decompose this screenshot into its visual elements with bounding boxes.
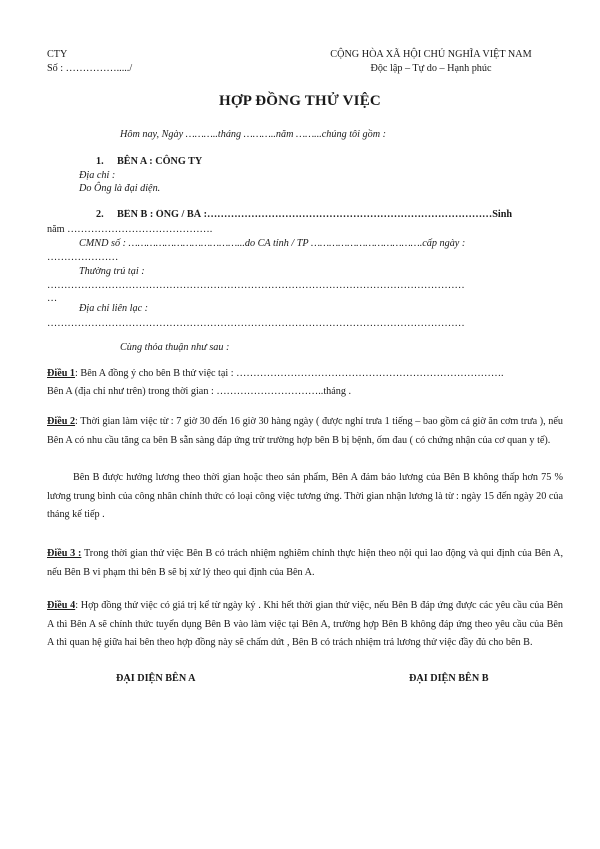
article-3 xyxy=(47,545,563,582)
agreement-intro: Cùng thỏa thuận như sau : xyxy=(120,342,230,353)
nation-name: CỘNG HÒA XÃ HỘI CHỦ NGHĨA VIỆT NAM xyxy=(330,49,532,60)
article-2 xyxy=(47,413,563,450)
article-1-text: : Bên A đồng ý cho bên B thử việc tại : ……………………………………………………………………. xyxy=(75,368,504,379)
signature-party-b: ĐẠI DIỆN BÊN B xyxy=(409,673,489,684)
party-b-heading xyxy=(117,209,563,220)
party-b-residence-cont: … xyxy=(47,293,58,304)
article-1-label: Điều 1 xyxy=(47,368,76,379)
article-1 xyxy=(47,368,563,379)
party-b-birth-year: năm ……………………………………. xyxy=(47,224,213,235)
document-title: HỢP ĐỒNG THỬ VIỆC xyxy=(219,93,381,109)
party-b-residence-label: Thường trú tại : xyxy=(79,266,145,277)
company-name: CTY xyxy=(47,49,68,60)
article-4 xyxy=(47,597,563,653)
party-b-id-line: CMND số : ………………………………...do CA tỉnh / TP ……………………………….cấp ngày : xyxy=(79,238,466,249)
signature-party-a: ĐẠI DIỆN BÊN A xyxy=(116,673,196,684)
party-a-address-label: Địa chỉ : xyxy=(79,170,116,181)
party-a-representative: Do Ông là đại diện. xyxy=(79,183,161,194)
party-b-contact-label: Địa chỉ liên lạc : xyxy=(79,303,149,314)
party-b-residence-line: …………………………………………………………………………………………………………… xyxy=(47,280,465,291)
party-b-heading-text: BÊN B : ÔNG / BÀ :…………………………………………………………………………Sinh xyxy=(117,209,513,220)
party-a-number: 1. xyxy=(96,156,104,167)
article-2-text: : Thời gian làm việc từ : 7 giờ 30 đến 16 giờ 30 hàng ngày ( được nghỉ trưa 1 tiếng – bao gồm cả giờ ăn cơm trưa ), nếu Bên A có nhu cầu tăng ca bên B sẵn sàng đáp ứng trừ trường hợp bên B bị bệnh, ốm đau ( có chứng nhận của cơ quan y tế). xyxy=(47,416,563,446)
article-2-label: Điều 2 xyxy=(47,416,76,427)
document-number: Số : ……………...../ xyxy=(47,63,133,74)
intro-line: Hôm nay, Ngày ………..tháng ………..năm ……...chúng tôi gồm : xyxy=(120,129,387,140)
article-4-label: Điều 4 xyxy=(47,600,76,611)
article-2-salary: Bên B được hưởng lương theo thời gian hoặc theo sản phẩm, Bên A đảm bảo lương của Bên B không thấp hơn 75 % lương trung bình của công nhân chính thức có loại công việc tương ứng. Thời gian nhận lương là từ : ngày 15 đến ngày 20 của tháng kế tiếp . xyxy=(47,472,563,520)
article-1-line2: Bên A (địa chỉ như trên) trong thời gian : …………………………..tháng . xyxy=(47,386,352,397)
article-3-label: Điều 3 : xyxy=(47,548,82,559)
party-a-heading: BÊN A : CÔNG TY xyxy=(117,156,203,167)
party-b-contact-line: …………………………………………………………………………………………………………… xyxy=(47,318,465,329)
national-motto: Độc lập – Tự do – Hạnh phúc xyxy=(370,63,492,74)
article-3-text: Trong thời gian thử việc Bên B có trách nhiệm nghiêm chỉnh thực hiện theo nội qui lao động và qui định của Bên A, nếu Bên B vi phạm thì bên B sẽ bị xử lý theo qui định của Bên A. xyxy=(47,548,563,578)
party-b-id-line-cont: ………………… xyxy=(47,252,119,263)
article-4-text: : Hợp đồng thử việc có giá trị kể từ ngày ký . Khi hết thời gian thử việc, nếu Bên B đáp ứng được các yêu cầu của Bên A thì Bên A sẽ chính thức tuyển dụng Bên B vào làm việc tại Bên A, trường hợp Bên B không đáp ứng theo yêu cầu của Bên A thì quan hệ giữa hai bên theo hợp đồng này sẽ chấm dứt , Bên B có trách nhiệm trả lương thử việc đầy đủ cho bên B. xyxy=(47,600,564,648)
party-b-number: 2. xyxy=(96,209,104,220)
